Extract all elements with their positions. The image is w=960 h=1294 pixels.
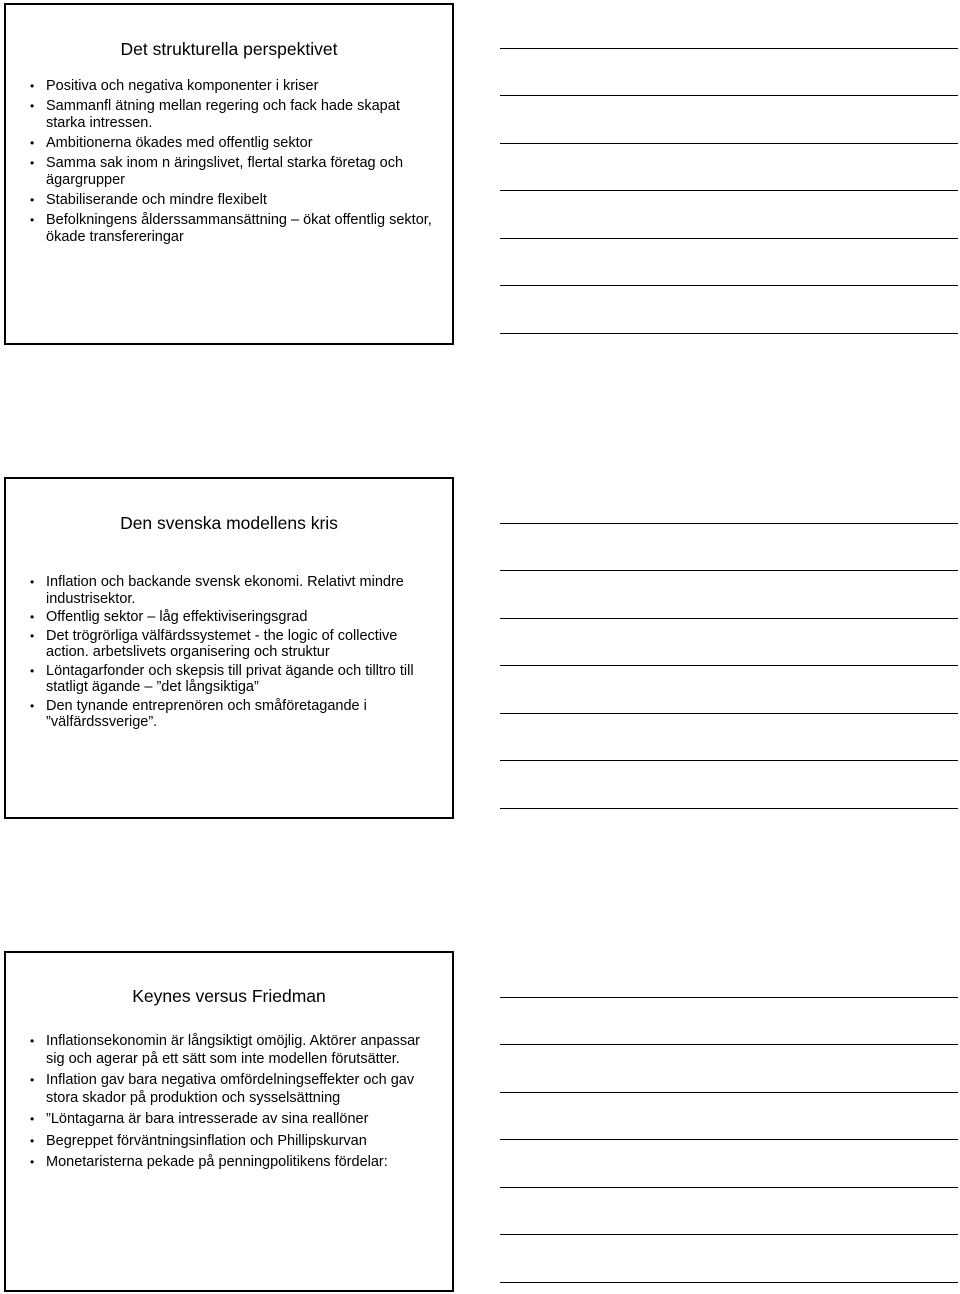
bullet-item: • Löntagarfonder och skepsis till privat ägande och tilltro till statligt ägande – ”det långsiktiga” xyxy=(6,663,452,696)
note-line xyxy=(500,238,958,239)
note-line xyxy=(500,190,958,191)
bullet-item: • Inflationsekonomin är långsiktigt omöjlig. Aktörer anpassar sig och agerar på ett sätt som inte modellen förutsätter. xyxy=(6,1033,452,1068)
note-line xyxy=(500,760,958,761)
note-line xyxy=(500,285,958,286)
note-line xyxy=(500,1092,958,1093)
note-line xyxy=(500,143,958,144)
note-line xyxy=(500,1234,958,1235)
bullet-list xyxy=(6,78,452,246)
bullet-item: • Inflation och backande svensk ekonomi. Relativt mindre industrisektor. xyxy=(6,574,452,607)
bullet-item: • Offentlig sektor – låg effektiviseringsgrad xyxy=(6,609,452,626)
bullet-list xyxy=(6,574,452,731)
note-line xyxy=(500,1282,958,1283)
slide-title: Keynes versus Friedman xyxy=(132,986,326,1006)
bullet-list xyxy=(6,1033,452,1172)
bullet-item: • Stabiliserande och mindre flexibelt xyxy=(6,192,452,209)
slide-title: Den svenska modellens kris xyxy=(120,513,338,533)
note-line xyxy=(500,808,958,809)
note-line xyxy=(500,1139,958,1140)
note-line xyxy=(500,95,958,96)
bullet-item: • Samma sak inom n äringslivet, flertal starka företag och ägargrupper xyxy=(6,155,452,189)
slide-2 xyxy=(4,477,454,819)
bullet-item: • Det trögrörliga välfärdssystemet - the logic of collective action. arbetslivets organisering och struktur xyxy=(6,628,452,661)
bullet-item: • Den tynande entreprenören och småföretagande i ”välfärdssverige”. xyxy=(6,698,452,731)
slide-3 xyxy=(4,951,454,1292)
note-line xyxy=(500,1187,958,1188)
note-line xyxy=(500,618,958,619)
bullet-item: • Begreppet förväntningsinflation och Phillipskurvan xyxy=(6,1133,452,1151)
note-line xyxy=(500,523,958,524)
slide-title: Det strukturella perspektivet xyxy=(120,39,338,59)
slide-1 xyxy=(4,3,454,345)
bullet-item: • Ambitionerna ökades med offentlig sektor xyxy=(6,135,452,152)
bullet-item: • Inflation gav bara negativa omfördelningseffekter och gav stora skador på produktion och sysselsättning xyxy=(6,1072,452,1107)
bullet-item: • Positiva och negativa komponenter i kriser xyxy=(6,78,452,95)
bullet-item: • Befolkningens ålderssammansättning – ökat offentlig sektor, ökade transfereringar xyxy=(6,212,452,246)
note-line xyxy=(500,333,958,334)
bullet-item: • ”Löntagarna är bara intresserade av sina reallöner xyxy=(6,1111,452,1129)
bullet-item: • Sammanfl ätning mellan regering och fack hade skapat starka intressen. xyxy=(6,98,452,132)
note-line xyxy=(500,1044,958,1045)
bullet-item: • Monetaristerna pekade på penningpolitikens fördelar: xyxy=(6,1154,452,1172)
note-line xyxy=(500,665,958,666)
note-line xyxy=(500,570,958,571)
note-line xyxy=(500,997,958,998)
note-line xyxy=(500,713,958,714)
note-line xyxy=(500,48,958,49)
